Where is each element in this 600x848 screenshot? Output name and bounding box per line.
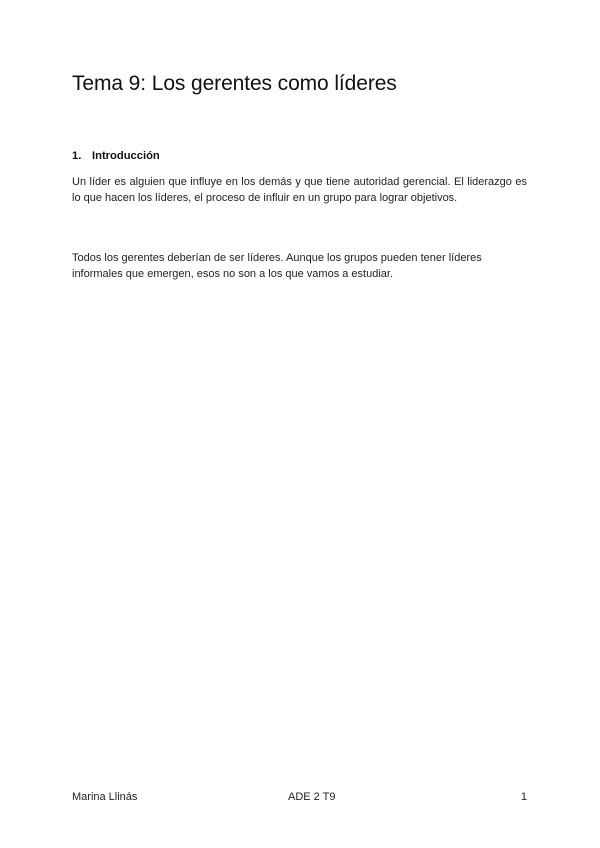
page-footer <box>72 791 527 807</box>
paragraph-managers: Todos los gerentes deberían de ser líderes. Aunque los grupos pueden tener líderes informales que emergen, esos no son a los que vamos a estudiar. <box>72 252 482 280</box>
footer-page-number: 1 <box>520 791 527 803</box>
page-title: Tema 9: Los gerentes como líderes <box>72 72 397 95</box>
section-title: Introducción <box>92 150 160 162</box>
footer-course: ADE 2 T9 <box>288 791 336 803</box>
section-number: 1. <box>72 150 82 162</box>
paragraph-intro: Un líder es alguien que influye en los demás y que tiene autoridad gerencial. El liderazgo es lo que hacen los líderes, el proceso de influir en un grupo para lograr objetivos. <box>72 176 527 204</box>
footer-author: Marina Llinás <box>72 791 138 803</box>
section-heading <box>72 150 160 162</box>
